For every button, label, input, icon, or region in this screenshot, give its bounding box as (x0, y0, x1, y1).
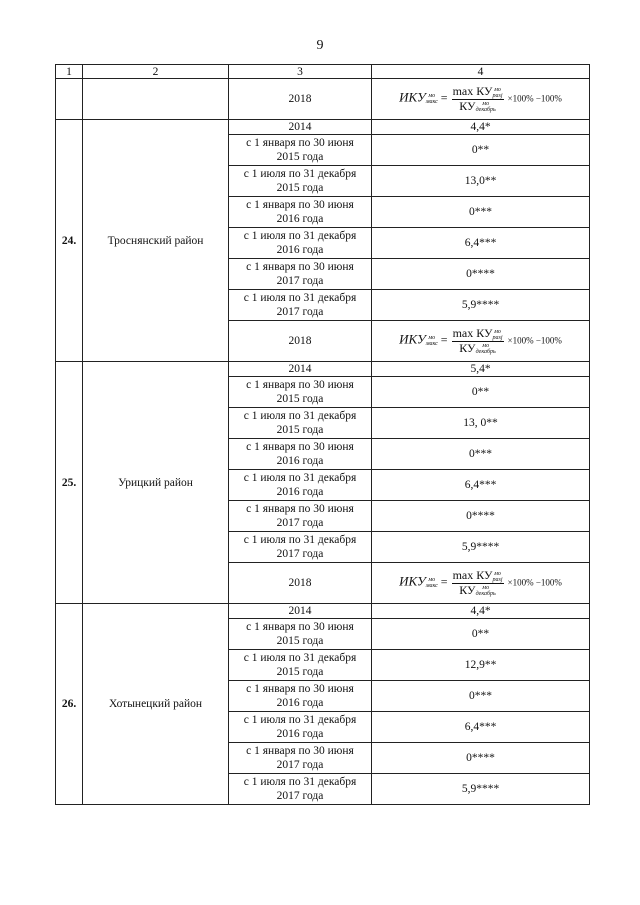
formula-numerator (452, 569, 504, 583)
value-cell (372, 120, 590, 135)
period-text: 2016 года (276, 244, 324, 256)
period-cell (229, 120, 372, 135)
column-header-row (56, 65, 590, 79)
period-text: 2014 (288, 121, 312, 133)
formula-lhs: ИКУ (399, 331, 426, 347)
formula-denominator-sup: мо (482, 342, 490, 349)
period-cell (229, 681, 372, 712)
value-cell (372, 362, 590, 377)
formula-numerator-sub: pasj (492, 92, 503, 99)
formula-denominator (452, 100, 504, 113)
value-text: 12,9** (464, 659, 497, 671)
period-cell (229, 470, 372, 501)
period-text: 2015 года (276, 182, 324, 194)
value-cell (372, 619, 590, 650)
period-text: 2018 (288, 93, 312, 105)
formula-cell (372, 79, 590, 120)
period-cell (229, 228, 372, 259)
period-text: с 1 июля по 31 декабря (243, 714, 357, 726)
period-text: с 1 января по 30 июня (246, 621, 354, 633)
value-cell (372, 197, 590, 228)
period-text: с 1 января по 30 июня (246, 137, 354, 149)
period-cell (229, 619, 372, 650)
period-cell (229, 377, 372, 408)
column-header: 4 (372, 65, 590, 79)
formula-denominator-text: КУ (459, 582, 476, 597)
value-cell (372, 532, 590, 563)
formula-numerator (452, 85, 504, 99)
period-text: с 1 июля по 31 декабря (243, 292, 357, 304)
period-text: 2017 года (276, 517, 324, 529)
period-cell (229, 290, 372, 321)
value-cell (372, 470, 590, 501)
value-cell (372, 166, 590, 197)
tariff-table (55, 64, 590, 805)
value-text: 0**** (466, 268, 495, 280)
period-text: 2016 года (276, 213, 324, 225)
district-name-cell: Урицкий район (83, 362, 229, 604)
district-number-cell: 24. (56, 120, 83, 362)
value-text: 0**** (466, 510, 495, 522)
value-text: 13,0** (464, 175, 497, 187)
period-text: 2017 года (276, 759, 324, 771)
period-text: с 1 июля по 31 декабря (243, 776, 357, 788)
value-text: 6,4*** (464, 237, 497, 249)
period-text: 2016 года (276, 486, 324, 498)
formula-denominator-sup: мо (482, 584, 490, 591)
formula-lhs-sub: макс (425, 583, 438, 589)
formula-equals: = (440, 90, 448, 105)
period-text: 2015 года (276, 635, 324, 647)
district-number-cell: 26. (56, 604, 83, 805)
column-header: 1 (56, 65, 83, 79)
value-cell (372, 228, 590, 259)
value-cell (372, 408, 590, 439)
table-row (56, 120, 590, 135)
period-text: с 1 июля по 31 декабря (243, 472, 357, 484)
period-text: 2017 года (276, 790, 324, 802)
period-cell (229, 743, 372, 774)
period-cell (229, 408, 372, 439)
period-cell (229, 197, 372, 228)
value-cell (372, 290, 590, 321)
period-text: 2017 года (276, 275, 324, 287)
formula-lhs-sup: мо (428, 93, 436, 99)
formula-equals: = (440, 332, 448, 347)
value-text: 4,4* (470, 605, 491, 617)
period-text: 2015 года (276, 424, 324, 436)
formula-numerator-sub: pasj (492, 334, 503, 341)
district-name-cell: Троснянский район (83, 120, 229, 362)
formula-numerator-text: max КУ (452, 568, 493, 583)
formula-lhs-sub: макс (425, 99, 438, 105)
period-text: с 1 января по 30 июня (246, 745, 354, 757)
carryover-row (56, 79, 590, 120)
period-text: с 1 июля по 31 декабря (243, 534, 357, 546)
period-text: 2015 года (276, 393, 324, 405)
formula-cell (372, 563, 590, 604)
period-text: 2018 (288, 577, 312, 589)
formula-denominator-sup: мо (482, 100, 490, 107)
district-number-cell (56, 79, 83, 120)
period-cell (229, 650, 372, 681)
value-text: 5,9**** (461, 299, 500, 311)
period-cell (229, 321, 372, 362)
period-cell (229, 362, 372, 377)
period-cell (229, 532, 372, 563)
value-text: 4,4* (470, 121, 491, 133)
formula-numerator-sub: pasj (492, 576, 503, 583)
formula-numerator-sup: мо (494, 86, 501, 93)
period-cell (229, 166, 372, 197)
period-cell (229, 712, 372, 743)
index-formula (399, 85, 562, 113)
period-cell (229, 563, 372, 604)
formula-numerator (452, 327, 504, 341)
formula-denominator (452, 584, 504, 597)
period-text: с 1 января по 30 июня (246, 199, 354, 211)
period-text: с 1 июля по 31 декабря (243, 652, 357, 664)
period-text: с 1 июля по 31 декабря (243, 230, 357, 242)
period-text: с 1 июля по 31 декабря (243, 168, 357, 180)
page-number: 9 (316, 38, 324, 53)
table-row (56, 362, 590, 377)
formula-denominator-sub: декабрь (475, 348, 496, 355)
period-text: 2018 (288, 335, 312, 347)
column-header: 2 (83, 65, 229, 79)
period-cell (229, 439, 372, 470)
period-text: 2016 года (276, 728, 324, 740)
period-text: 2016 года (276, 697, 324, 709)
formula-tail: ×100% −100% (507, 577, 562, 588)
value-text: 0*** (469, 690, 492, 702)
value-text: 5,4* (470, 363, 491, 375)
table-row (56, 604, 590, 619)
value-cell (372, 135, 590, 166)
value-cell (372, 681, 590, 712)
formula-numerator-sup: мо (494, 570, 501, 577)
period-text: 2014 (288, 363, 312, 375)
period-cell (229, 774, 372, 805)
value-text: 5,9**** (461, 541, 500, 553)
district-number-cell: 25. (56, 362, 83, 604)
value-text: 6,4*** (464, 479, 497, 491)
period-text: с 1 января по 30 июня (246, 261, 354, 273)
value-cell (372, 501, 590, 532)
period-text: 2015 года (276, 151, 324, 163)
formula-cell (372, 321, 590, 362)
period-cell (229, 259, 372, 290)
formula-equals: = (440, 574, 448, 589)
district-name-cell (83, 79, 229, 120)
value-cell (372, 712, 590, 743)
formula-numerator-text: max КУ (452, 84, 493, 99)
value-text: 0** (471, 628, 490, 640)
period-cell (229, 604, 372, 619)
value-cell (372, 743, 590, 774)
formula-tail: ×100% −100% (507, 335, 562, 346)
value-text: 0*** (469, 206, 492, 218)
formula-denominator-text: КУ (459, 98, 476, 113)
period-cell (229, 501, 372, 532)
index-formula (399, 569, 562, 597)
formula-denominator (452, 342, 504, 355)
formula-lhs: ИКУ (399, 89, 426, 105)
period-text: 2017 года (276, 548, 324, 560)
value-text: 13, 0** (463, 417, 498, 429)
column-header: 3 (229, 65, 372, 79)
district-name-cell: Хотынецкий район (83, 604, 229, 805)
value-cell (372, 377, 590, 408)
value-cell (372, 774, 590, 805)
index-formula (399, 327, 562, 355)
period-text: 2017 года (276, 306, 324, 318)
period-text: с 1 января по 30 июня (246, 379, 354, 391)
period-text: с 1 января по 30 июня (246, 441, 354, 453)
formula-lhs-sub: макс (425, 341, 438, 347)
period-cell (229, 135, 372, 166)
value-cell (372, 439, 590, 470)
formula-lhs: ИКУ (399, 573, 426, 589)
period-text: с 1 января по 30 июня (246, 503, 354, 515)
period-text: с 1 июля по 31 декабря (243, 410, 357, 422)
formula-fraction (452, 569, 504, 597)
formula-fraction (452, 327, 504, 355)
value-text: 0*** (469, 448, 492, 460)
formula-tail: ×100% −100% (507, 93, 562, 104)
formula-denominator-text: КУ (459, 340, 476, 355)
value-cell (372, 650, 590, 681)
value-text: 5,9**** (461, 783, 500, 795)
period-text: 2015 года (276, 666, 324, 678)
formula-denominator-sub: декабрь (475, 590, 496, 597)
value-text: 0** (471, 386, 490, 398)
value-cell (372, 604, 590, 619)
value-text: 6,4*** (464, 721, 497, 733)
formula-denominator-sub: декабрь (475, 106, 496, 113)
period-text: 2016 года (276, 455, 324, 467)
formula-fraction (452, 85, 504, 113)
formula-numerator-sup: мо (494, 328, 501, 335)
formula-lhs-sup: мо (428, 335, 436, 341)
period-text: 2014 (288, 605, 312, 617)
period-text: с 1 января по 30 июня (246, 683, 354, 695)
value-text: 0** (471, 144, 490, 156)
formula-numerator-text: max КУ (452, 326, 493, 341)
value-cell (372, 259, 590, 290)
value-text: 0**** (466, 752, 495, 764)
formula-lhs-sup: мо (428, 577, 436, 583)
period-cell (229, 79, 372, 120)
